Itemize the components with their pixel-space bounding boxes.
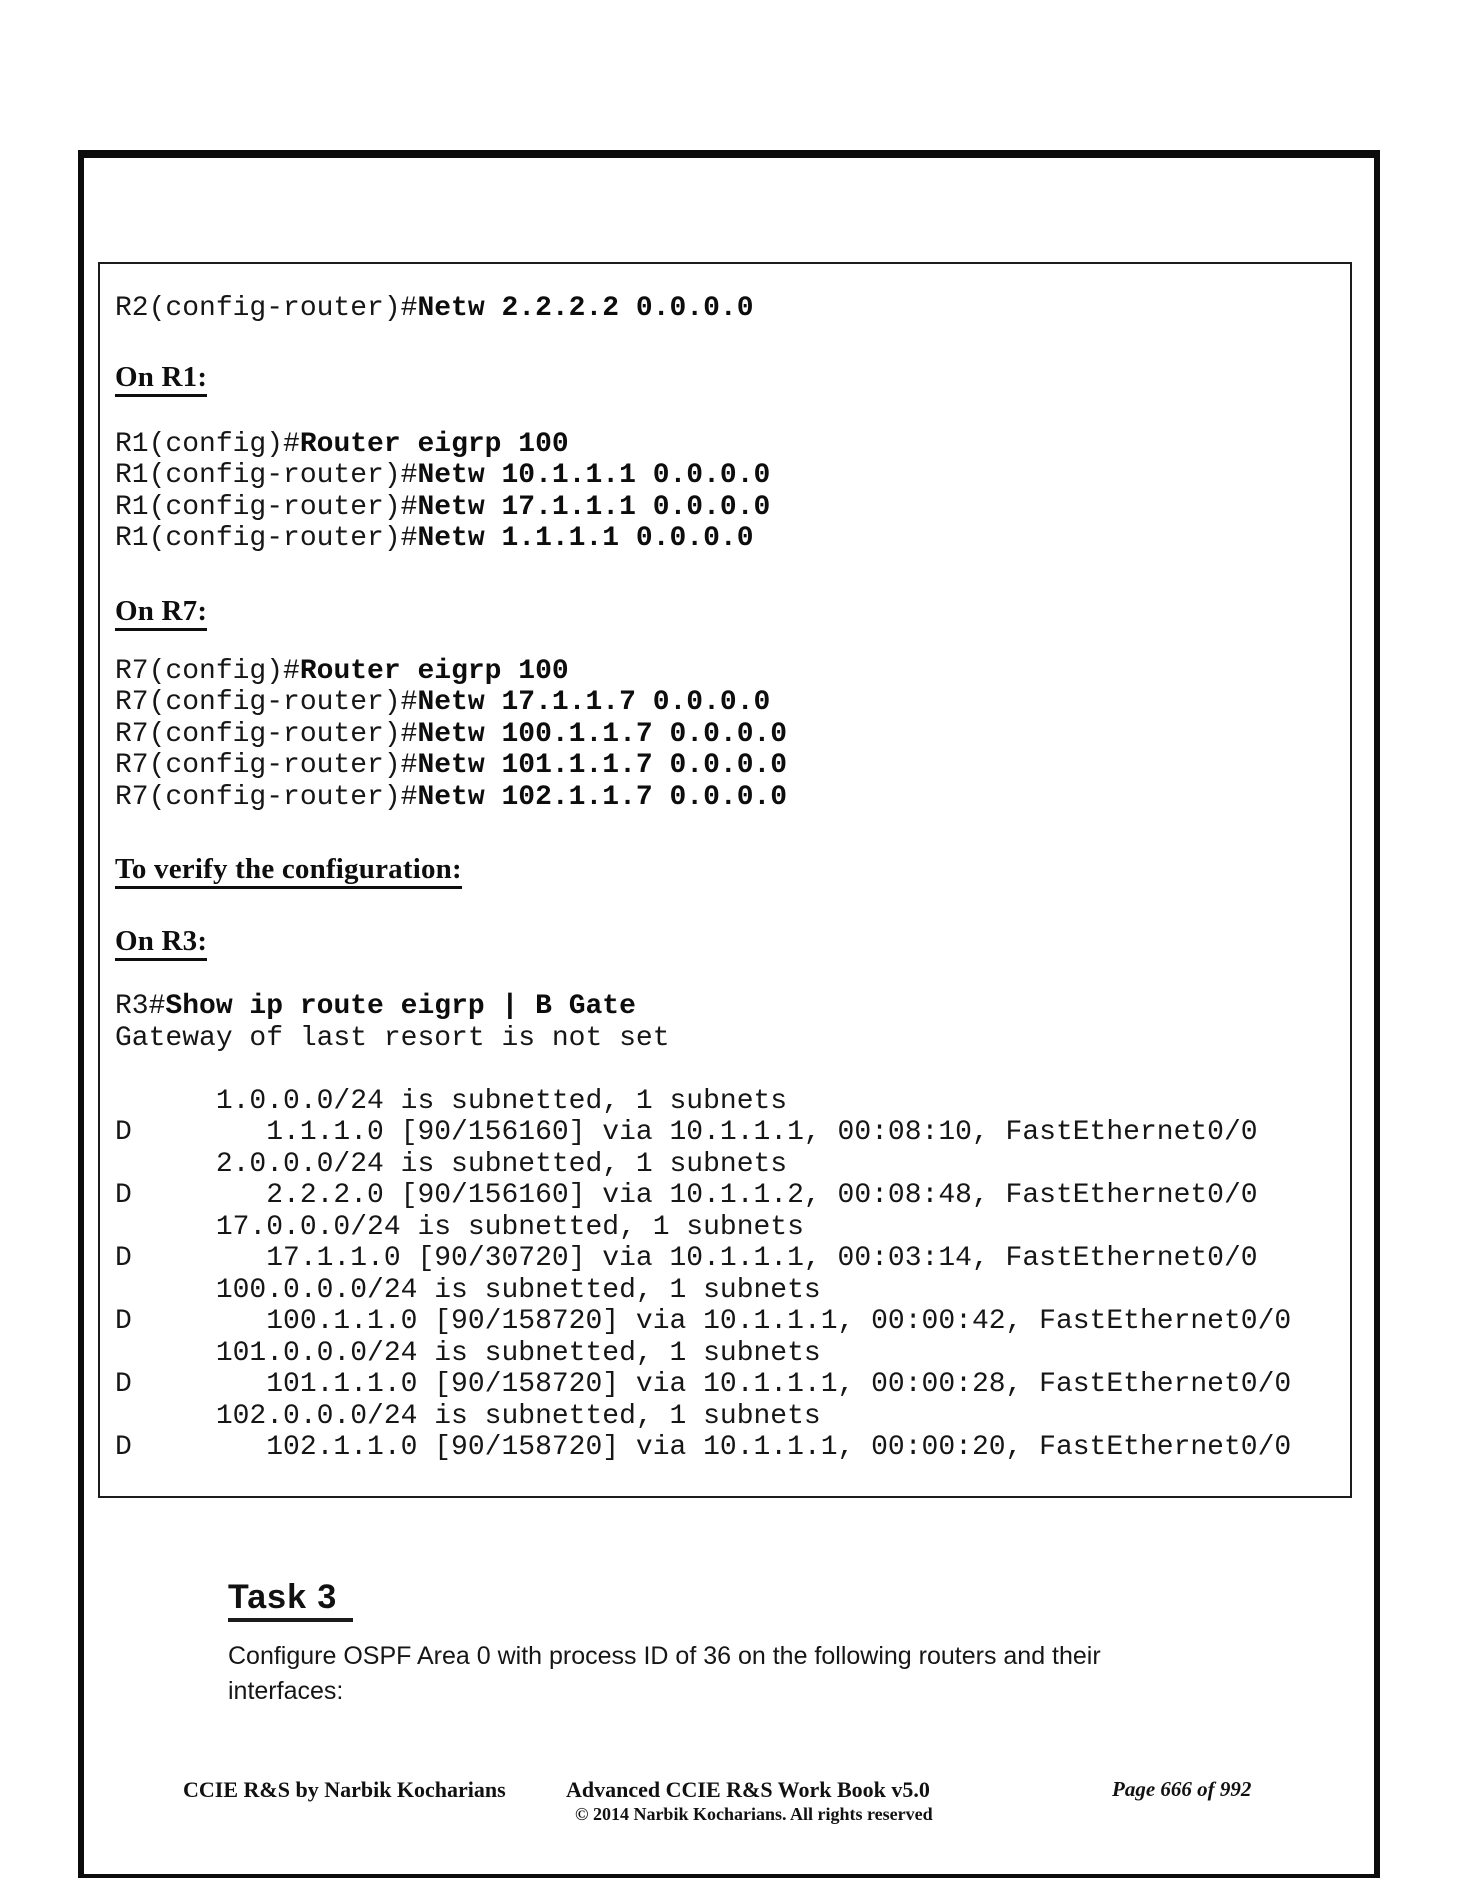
console-prompt: R1(config-router)# [115,523,418,554]
task-description-line: Configure OSPF Area 0 with process ID of 36 on the following routers and their [228,1642,1101,1670]
console-command-block [115,656,1342,814]
console-prompt: R1(config)# [115,428,300,460]
console-command-block [115,293,1342,325]
console-prompt: R2(config-router)# [115,293,418,324]
section-heading-text: On R1: [115,361,207,397]
section-heading [115,591,1342,631]
task-heading-text: Task 3 [228,1578,353,1622]
section-heading [115,921,1342,961]
console-output-block [115,991,1342,1464]
console-prompt: R7(config)# [115,655,300,687]
console-line [115,460,1342,492]
console-command: Netw 1.1.1.1 0.0.0.0 [417,523,754,554]
console-line [115,429,1342,461]
console-line: 100.0.0.0/24 is subnetted, 1 subnets [115,1274,821,1306]
task-heading [228,1574,1228,1620]
footer-page-number: Page 666 of 992 [1112,1777,1252,1801]
task-description-line: interfaces: [228,1677,344,1705]
console-line: D 1.1.1.0 [90/156160] via 10.1.1.1, 00:08:10, FastEthernet0/0 [115,1117,1258,1148]
section-heading-text: To verify the configuration: [115,853,462,889]
console-command: Netw 17.1.1.7 0.0.0.0 [417,687,771,718]
console-line: 17.0.0.0/24 is subnetted, 1 subnets [115,1211,804,1243]
console-prompt: R1(config-router)# [115,460,418,491]
console-line [115,293,1342,325]
console-line [115,687,1342,719]
console-prompt: R1(config-router)# [115,491,418,523]
console-command: Router eigrp 100 [299,655,569,687]
section-heading-text: On R3: [115,925,207,961]
console-line: 102.0.0.0/24 is subnetted, 1 subnets [115,1400,821,1432]
console-command: Netw 100.1.1.7 0.0.0.0 [417,718,788,750]
section-heading [115,849,1342,889]
page-footer [84,1777,1374,1857]
console-line: 2.0.0.0/24 is subnetted, 1 subnets [115,1148,788,1180]
console-prompt: R7(config-router)# [115,781,418,813]
console-command: Netw 2.2.2.2 0.0.0.0 [417,293,754,324]
console-line: Gateway of last resort is not set [115,1022,670,1054]
console-line [115,719,1342,751]
task-description [228,1639,1228,1709]
section-heading [115,357,1342,397]
console-command-block [115,429,1342,555]
console-line: D 17.1.1.0 [90/30720] via 10.1.1.1, 00:03:14, FastEthernet0/0 [115,1243,1258,1274]
console-prompt: R7(config-router)# [115,687,418,718]
console-line [115,492,1342,524]
console-line [115,1054,1342,1086]
console-command: Netw 101.1.1.7 0.0.0.0 [417,750,788,781]
footer-author: CCIE R&S by Narbik Kocharians [183,1777,506,1802]
footer-book-title: Advanced CCIE R&S Work Book v5.0 [566,1777,930,1802]
console-line [115,656,1342,688]
console-prompt: R3# [115,991,166,1022]
footer-copyright: © 2014 Narbik Kocharians. All rights reserved [575,1804,933,1824]
console-line: D 101.1.1.0 [90/158720] via 10.1.1.1, 00:00:28, FastEthernet0/0 [115,1369,1292,1400]
console-command: Show ip route eigrp | B Gate [165,991,636,1022]
console-prompt: R7(config-router)# [115,718,418,750]
console-line: D 100.1.1.0 [90/158720] via 10.1.1.1, 00:00:42, FastEthernet0/0 [115,1306,1292,1337]
console-line: 101.0.0.0/24 is subnetted, 1 subnets [115,1337,821,1369]
console-command: Netw 10.1.1.1 0.0.0.0 [417,460,771,491]
console-command: Netw 102.1.1.7 0.0.0.0 [417,781,788,813]
console-line [115,991,1342,1023]
console-command: Router eigrp 100 [299,428,569,460]
page-border-frame [78,150,1380,1878]
console-line: D 102.1.1.0 [90/158720] via 10.1.1.1, 00:00:20, FastEthernet0/0 [115,1432,1292,1463]
section-heading-text: On R7: [115,595,207,631]
console-line [115,782,1342,814]
console-line [115,523,1342,555]
console-line [115,750,1342,782]
task-section [228,1574,1228,1709]
console-prompt: R7(config-router)# [115,750,418,781]
console-output-box [98,262,1352,1498]
console-line: D 2.2.2.0 [90/156160] via 10.1.1.2, 00:08:48, FastEthernet0/0 [115,1180,1258,1211]
console-line: 1.0.0.0/24 is subnetted, 1 subnets [115,1085,788,1117]
console-command: Netw 17.1.1.1 0.0.0.0 [417,491,771,523]
